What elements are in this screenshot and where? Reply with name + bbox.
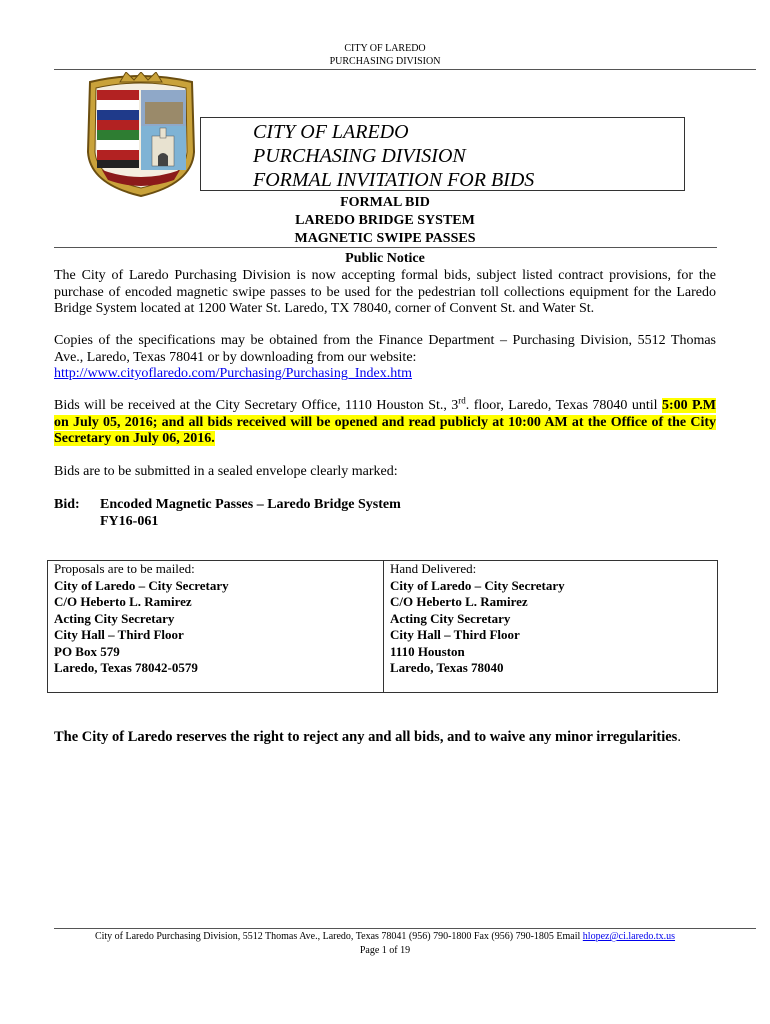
title-box [200,117,685,191]
delivery-address-table [47,560,718,693]
footer-email-link[interactable]: hlopez@ci.laredo.tx.us [582,931,676,942]
footer-text: City of Laredo Purchasing Division, 5512 Thomas Ave., Laredo, Texas 78041 (956) 790-1800 Fax (956) 790-1805 Email [94,931,583,942]
mail-line: PO Box 579 [54,643,120,659]
hand-line: C/O Heberto L. Ramirez [390,594,528,609]
mail-column [54,561,374,677]
mail-line: City of Laredo – City Secretary [54,577,229,593]
title-line-1: CITY OF LAREDO [253,121,409,143]
mail-line: Acting City Secretary [54,610,175,626]
deadline-paragraph [54,395,716,448]
header-line-2: PURCHASING DIVISION [329,56,441,67]
footer-contact [0,930,770,943]
deadline-highlight: 5:00 P.M on July 05, 2016; and all bids received will be opened and read publicly at 10:00 AM at the Office of the City Secretary on July 06, 2016. [54,398,716,446]
header-line-1: CITY OF LAREDO [344,43,426,54]
specifications-paragraph [54,333,716,383]
subtitle-formal-bid: FORMAL BID [340,195,430,210]
header-divider [54,69,756,70]
website-link[interactable]: http://www.cityoflaredo.com/Purchasing/Purchasing_Index.htm [54,366,412,381]
title-line-2: PURCHASING DIVISION [253,145,466,167]
bid-label: Bid: [54,497,80,512]
subtitle-passes: MAGNETIC SWIPE PASSES [294,231,476,246]
hand-delivery-column [390,561,710,677]
ordinal-suffix: rd [458,395,466,406]
bid-number: FY16-061 [100,513,159,529]
city-seal-icon [82,72,200,200]
hand-line: City Hall – Third Floor [390,627,520,642]
reservation-text: The City of Laredo reserves the right to reject any and all bids, and to waive any minor irregularities [54,729,678,745]
table-column-divider [383,561,384,692]
bid-title: Encoded Magnetic Passes – Laredo Bridge System [100,497,401,512]
specifications-text: Copies of the specifications may be obtained from the Finance Department – Purchasing Division, 5512 Thomas Ave., Laredo, Texas 78041 or by downloading from our website: [54,333,716,365]
deadline-text-mid: . floor, Laredo, Texas 78040 until [465,398,662,413]
deadline-text-start: Bids will be received at the City Secretary Office, 1110 Houston St., 3 [54,398,459,413]
mail-line: C/O Heberto L. Ramirez [54,594,192,609]
hand-line: City of Laredo – City Secretary [390,577,565,593]
hand-line: Acting City Secretary [390,610,511,626]
mail-line: Laredo, Texas 78042-0579 [54,660,198,675]
mail-heading: Proposals are to be mailed: [54,561,195,576]
page-number: Page 1 of 19 [359,945,411,956]
footer-divider [54,928,756,929]
reservation-period: . [677,729,681,745]
page-header [0,42,770,68]
hand-heading: Hand Delivered: [390,561,477,576]
public-notice-heading: Public Notice [345,251,425,266]
subtitle-divider [54,247,717,248]
hand-line: 1110 Houston [390,643,465,659]
mail-line: City Hall – Third Floor [54,627,184,642]
intro-paragraph: The City of Laredo Purchasing Division is now accepting formal bids, subject listed contract provisions, for the purchase of encoded magnetic swipe passes to be used for the pedestrian toll collections equipment for the Laredo Bridge System located at 1200 Water St. Laredo, TX 78040, corner of Convent St. and Water St. [54,268,716,316]
sealed-envelope-paragraph: Bids are to be submitted in a sealed envelope clearly marked: [54,464,398,479]
reservation-statement [54,728,744,746]
title-line-3: FORMAL INVITATION FOR BIDS [253,169,535,191]
hand-line: Laredo, Texas 78040 [390,660,504,675]
bid-marking [54,497,716,530]
subtitle-bridge-system: LAREDO BRIDGE SYSTEM [295,213,475,228]
